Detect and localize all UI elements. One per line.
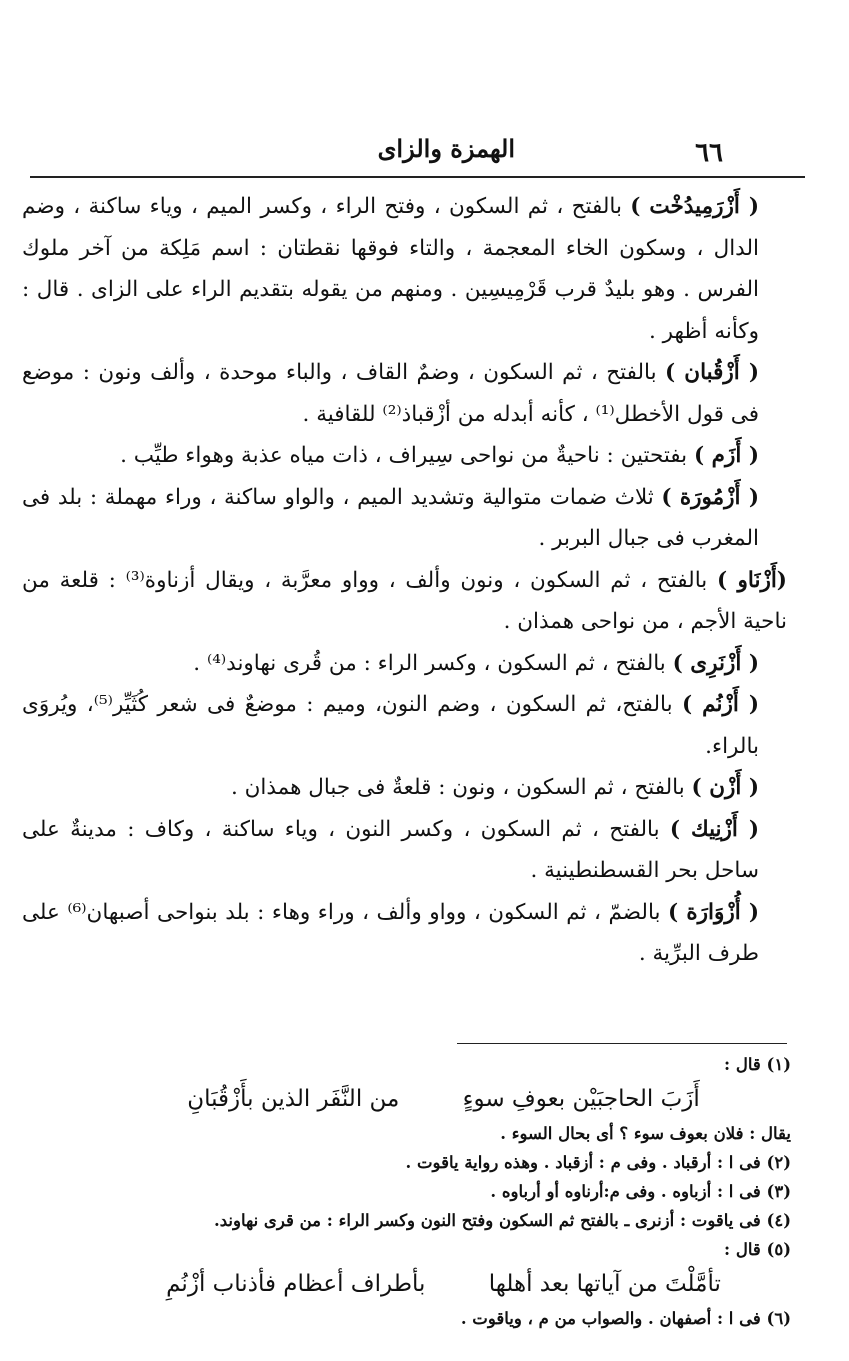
- entry: [22, 352, 787, 435]
- entry: [22, 767, 787, 809]
- entry: [22, 809, 787, 892]
- verse-hemistich-right: تأمَّلْتَ من آياتها بعد أهلها: [488, 1271, 721, 1297]
- footnotes: [16, 1050, 791, 1333]
- entry-headword: ( أَزَم ): [694, 443, 759, 468]
- verse-hemistich-left: بأطراف أعظام فأذناب أزْنُمِ: [166, 1271, 426, 1297]
- entries-body: [22, 186, 787, 975]
- entry-headword: ( أَزْمُورَة ): [661, 484, 760, 510]
- footnote-3: (٣) فى ا : أزباوه . وفى م:أرناوه أو أرباوه .: [490, 1182, 791, 1201]
- entry-text: بالفتح ، ثم السكون ، ونون : قلعةٌ فى جبال همذان .: [230, 775, 692, 800]
- entry: [22, 477, 787, 560]
- entry-text: ثلاث ضمات متوالية وتشديد الميم ، والواو ساكنة ، وراء مهملة : بلد فى المغرب فى جبال البربر .: [22, 484, 759, 551]
- entry: [22, 186, 787, 352]
- entry-text: بالفتح، ثم السكون ، وضم النون، وميم : موضعٌ فى شعر كُثَيِّر⁽⁵⁾، ويُروَى بالراء.: [22, 692, 759, 759]
- verse-hemistich-left: من النَّفَر الذين بأَزْقُبَانِ: [187, 1086, 400, 1112]
- footnote-1-label: (١) قال :: [724, 1055, 791, 1074]
- entry: [22, 684, 787, 767]
- entry-text: بالفتح ، ثم السكون ، ونون وألف ، وواو معرَّبة ، ويقال أزناوة⁽³⁾ : قلعة من ناحية الأجم ، من نواحى همذان .: [22, 567, 787, 634]
- footnote-5-verse: [16, 1264, 791, 1304]
- entry: [22, 892, 787, 975]
- entry-headword: ( أَزْقُبان ): [665, 360, 760, 385]
- entry: [22, 435, 787, 477]
- header-rule: [30, 176, 805, 178]
- entry-headword: ( أَزْنُم ): [681, 692, 760, 717]
- entry-headword: (أَزْنَاو ): [716, 567, 787, 593]
- footnote-2: (٢) فى ا : أرقباد . وفى م : أزقباد . وهذه رواية ياقوت .: [405, 1153, 791, 1172]
- entry-headword: ( أُزْوَارَة ): [668, 899, 759, 925]
- entry-text: بالفتح ، ثم السكون ، وكسر النون ، وياء ساكنة ، وكاف : مدينةٌ على ساحل بحر القسطنطينية .: [22, 816, 759, 883]
- entry: [22, 560, 787, 643]
- entry-headword: ( أَزْنَرِى ): [672, 650, 759, 676]
- running-title: الهمزة والزاى: [377, 134, 515, 163]
- entry-headword: ( أَزْرَمِيدُخْت ): [630, 194, 759, 219]
- page-header: [30, 130, 805, 178]
- verse-hemistich-right: أَزَبَ الحاجبَيْن بعوفِ سوءٍ: [462, 1086, 700, 1112]
- entry-text: بالفتح ، ثم السكون ، وكسر الراء : من قُرى نهاوند⁽⁴⁾ .: [193, 650, 673, 676]
- footnote-6: (٦) فى ا : أصفهان . والصواب من م ، وياقوت .: [460, 1309, 791, 1328]
- footnote-4: (٤) فى ياقوت : أزنرى ـ بالفتح ثم السكون وفتح النون وكسر الراء : من قرى نهاوند.: [214, 1211, 791, 1230]
- entry-headword: ( أَزْنِيك ): [669, 816, 759, 842]
- entry-text: بالضمّ ، ثم السكون ، وواو وألف ، وراء وهاء : بلد بنواحى أصبهان⁽⁶⁾ على طرف البرِّية .: [22, 899, 759, 966]
- page-number: ٦٦: [695, 138, 723, 168]
- footnote-1-verse: [16, 1079, 791, 1119]
- entry-text: بالفتح ، ثم السكون ، وضمٌ القاف ، والباء موحدة ، وألف ونون : موضع فى قول الأخطل⁽¹⁾ ، كأنه أبدله من أزْقباذ⁽²⁾ للقافية .: [22, 360, 759, 427]
- footnote-5-label: (٥) قال :: [724, 1240, 791, 1259]
- entry-text: بفتحتين : ناحيةٌ من نواحى سِيراف ، ذات مياه عذبة وهواء طيِّب .: [120, 443, 695, 468]
- entry-text: بالفتح ، ثم السكون ، وفتح الراء ، وكسر الميم ، وياء ساكنة ، وضم الدال ، وسكون الخاء المعجمة ، والتاء فوقها نقطتان : اسم مَلِكة من آخر ملوك الفرس . وهو بليدٌ قرب قَرْمِيسِين . ومنهم من يقوله بتقديم الراء على الزاى . قال : وكأنه أظهر .: [22, 194, 759, 344]
- footnote-1-gloss: يقال : فلان بعوف سوء ؟ أى بحال السوء .: [500, 1124, 791, 1143]
- entry-headword: ( أَزْن ): [691, 775, 759, 800]
- entry: [22, 643, 787, 685]
- footnote-rule: [457, 1043, 787, 1044]
